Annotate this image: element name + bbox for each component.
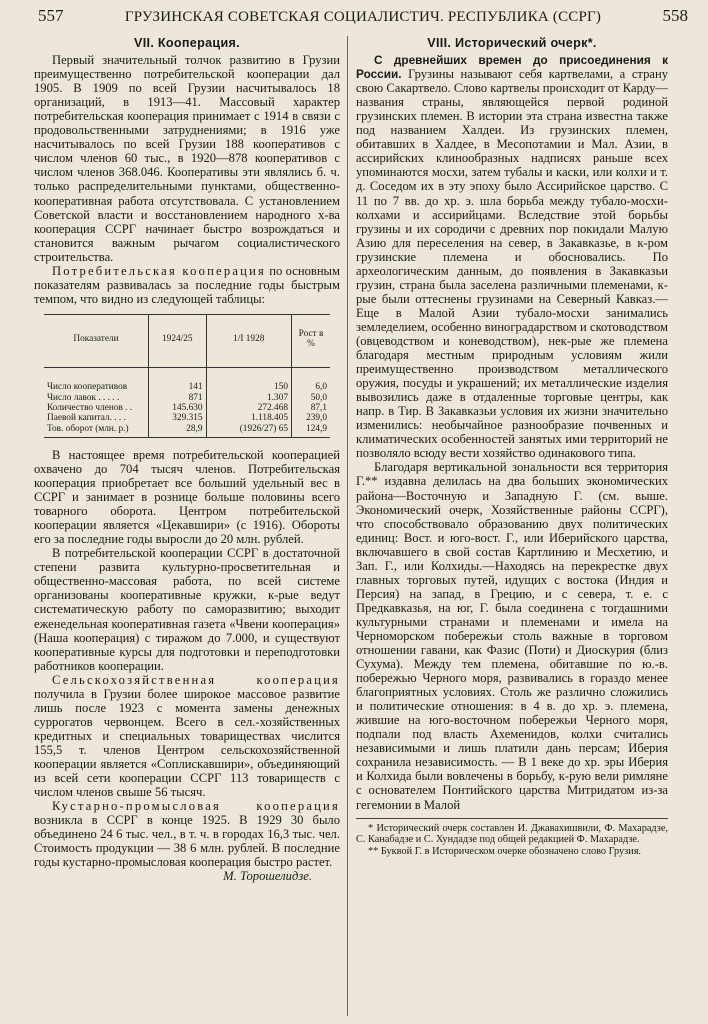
author-signature: М. Торошелидзе. bbox=[223, 869, 312, 884]
table-header: 1924/25 bbox=[149, 314, 207, 368]
table-cell: 6,0 bbox=[315, 382, 327, 393]
table-header: Показатели bbox=[44, 314, 149, 368]
table-header-row bbox=[44, 314, 330, 368]
table-cell: Число лавок . . . . . bbox=[44, 393, 149, 403]
table-cell: 87,1 bbox=[310, 403, 327, 414]
table-cell: 150 bbox=[206, 368, 291, 393]
table-cell: (1926/27) 65 bbox=[206, 424, 291, 438]
table-row bbox=[44, 424, 330, 438]
paragraph-text: по основным показателям развивалась за последние годы быстрым темпом, что видно из следующей таблицы: bbox=[34, 263, 340, 306]
left-page-number: 557 bbox=[38, 6, 64, 25]
spaced-term: Кустарно-промысловая кооперация bbox=[52, 799, 340, 814]
table-row bbox=[44, 403, 330, 413]
paragraph bbox=[34, 673, 340, 799]
table-cell: 871 bbox=[149, 393, 207, 403]
table-cell: 239,0 bbox=[306, 413, 327, 424]
signature-line bbox=[34, 869, 340, 883]
table-cell: 28,9 bbox=[149, 424, 207, 438]
table-cell: Число кооперативов bbox=[44, 368, 149, 393]
table-row bbox=[44, 393, 330, 403]
paragraph bbox=[34, 264, 340, 306]
paragraph: В потребительской кооперации ССРГ в достаточной степени развита культурно-просветительная и общественно-массовая работа, по всей системе организованы кооперативные кружки, к-рые ведут систематическую работу по саморазвитию; выходит еженедельная кооперативная газета «Чвени кооперация» (Наша кооперация) с тиражом до 7.000, и существуют кооперативные курсы для подготовки и переподготовки работников кооперации. bbox=[34, 546, 340, 673]
paragraph: В настоящее время потребительской кооперацией охвачено до 704 тысяч членов. Потребительская кооперация приобретает все больший удельный вес в ССРГ и занимает в рознице больше половины всего товарного оборота. Центром потребительской кооперации является «Цекавшири» (с 1916). Обороты его за последние годы выросли до 20 млн. рублей. bbox=[34, 447, 340, 547]
paragraph bbox=[34, 799, 340, 869]
right-page-number: 558 bbox=[662, 6, 688, 25]
column-divider bbox=[347, 36, 348, 1016]
paragraph bbox=[356, 53, 668, 460]
right-column bbox=[356, 36, 668, 1018]
running-title: ГРУЗИНСКАЯ СОВЕТСКАЯ СОЦИАЛИСТИЧ. РЕСПУБЛИКА (ССРГ) bbox=[124, 9, 602, 25]
table-cell: 1.307 bbox=[206, 393, 291, 403]
table-header: 1/I 1928 bbox=[206, 314, 291, 368]
section-title-cooperation: VII. Кооперация. bbox=[134, 36, 240, 50]
table-header: Рост в % bbox=[292, 314, 331, 368]
left-column bbox=[34, 36, 340, 1018]
table-cell: 145.630 bbox=[149, 403, 207, 413]
table-row bbox=[44, 413, 330, 423]
footnote: ** Буквой Г. в Историческом очерке обозначено слово Грузия. bbox=[368, 846, 642, 858]
paragraph: Благодаря вертикальной зональности вся территория Г.** издавна делилась на два больших экономических района—Восточную и Западную Г. (см. выше. Экономический очерк, Хозяйственные районы ССРГ), что способствовало образованию двух политических единиц: Вост. и юго-вост. Г., или Иберийского царства, включавшего в свой состав Картлинию и Месхетию, и Зап. Г., или Колхиды.—Находясь на перекрестке двух главных торговых путей, идущих с востока (Индия и Персия) на запад, в Грецию, и с севера, т. е. с Предкавказья, на юг, Г. была соединена с тогдашними культурными странами и племенами и имела на Черноморском побережьи столь важные в торговом отношении гавани, как Фазис (Поти) и Диоскурия (близ Сухума). Между тем племена, обитавшие по ю.-в. побережью Черного моря, развивались в гораздо менее благоприятных условиях. Столь же различно сложились и политические отношения: в 4 в. до хр. э. племена, жившие на юго-восточном побережьи Черного моря, подпали под власть Ахеменидов, колхи считались независимыми и лишь платили дань персам; Иберия сохранила независимость. — В 1 веке до хр. эры Иберия и Колхида были вовлечены в борьбу, к-рую вели римляне с основателем Понтийского царства Митридатом из-за гегемонии в Малой bbox=[356, 460, 668, 812]
table-cell: 329.315 bbox=[149, 413, 207, 423]
table-cell: 272.468 bbox=[206, 403, 291, 413]
table-cell: Тов. оборот (млн. р.) bbox=[44, 424, 149, 438]
spaced-term: Сельскохозяйственная кооперация bbox=[52, 672, 340, 687]
footnote: * Исторический очерк составлен И. Джавахишвили, Ф. Махарадзе, С. Канабадзе и С. Хундадзе под общей редакцией Ф. Махарадзе. bbox=[356, 822, 668, 846]
table-row bbox=[44, 368, 330, 393]
table-cell: 50,0 bbox=[310, 392, 327, 403]
bold-lead: С древнейших времен до присоединения к России. bbox=[356, 53, 668, 82]
spaced-term: Потребительская кооперация bbox=[52, 263, 266, 278]
table-cell: 124,9 bbox=[306, 423, 327, 434]
table-cell: 1.118.405 bbox=[206, 413, 291, 423]
footnotes bbox=[356, 818, 668, 858]
cooperation-table bbox=[44, 314, 330, 438]
paragraph-text: получила в Грузии более широкое массовое развитие лишь после 1923 с момента замены денежных суррогатов червонцем. Всего в сел.-хозяйственных кредитных и специальных товариществах числится 155,5 т. членов Центром сельскохозяйственной кооперации является «Соплискавшири», объединяющий из всей сети кооперации ССРГ 113 товариществ с числом членов свыше 56 тысяч. bbox=[34, 686, 340, 800]
paragraph-text: Грузины называют себя картвелами, а страну свою Сакартвело. Слово картвелы происходит от Карду—названия страны, являющейся первой родиной грузинских племен. В истории эта страна известна также под названием Халдеи. Из грузинских племен, обитавших в Халдее, в Месопотамии и Мал. Азии, в ассирийских клинообразных надписях раньше всех упоминаются мосхи, затем тубалы и каски, или колхи и т. д. Соседом их в эту эпоху было Ассирийское царство. С 11 по 7 вв. до хр. э. шла борьба между тубало-мосхи-колхами и ассирийцами. Вследствие этой борьбы грузины и их сородичи с древних пор покидали Малую Азию для переселения на север, в Закавказье, в к-ром грузинские племена и обосновались. По археологическим данным, до появления в Закавказьи грузин, страна была заселена различными племенами, к-рые были оттеснены грузинами на Северный Кавказ.—Еще в Малой Азии тубало-мосхи занимались земледелием, особенно виноградарством и скотоводством (овцеводством и коневодством), нек-рые же племена благодаря местным природным условиям жили преимущественно производством металлического оружия, посуды и украшений; их металлические изделия вывозились даже в отдаленные торговые центры, как напр. в Тир. В Закавказьи условия их жизни значительно изменились: необычайное разнообразие почвенных и климатических особенностей занятых ими территорий не позволяло всюду вести хозяйство одинакового типа. bbox=[356, 67, 668, 461]
paragraph-text: возникла в ССРГ в конце 1925. В 1929 30 было объединено 24 6 тыс. чел., в т. ч. в городах 16,3 тыс. чел. Стоимость продукции — 38 6 млн. рублей. В последние годы кустарно-промысловая кооперация быстро растет. bbox=[34, 813, 340, 870]
section-title-history: VIII. Исторический очерк*. bbox=[427, 36, 597, 50]
table-cell: 141 bbox=[149, 368, 207, 393]
table-cell: Паевой капитал. . . . bbox=[44, 413, 149, 423]
paragraph: Первый значительный толчок развитию в Грузии преимущественно потребительской кооперации дал 1905. В 1909 по всей Грузии насчитывалось 18 организаций, в 1913—41. Массовый характер потребительская кооперация принимает с 1914 в связи с продовольственными затруднениями; в 1916 уже насчитывалось по всей Грузии 188 кооперативов с числом членов 60 тыс., в 1920—878 кооперативов с числом членов 368.046. Кооперативы эти являлись б. ч. только распределительными пунктами, общественно-кооперативная работа отсутствовала. С установлением Советской власти и восстановлением народного х-ва кооперация ССРГ начинает быстро возрождаться и становится важным рычагом социалистического строительства. bbox=[34, 53, 340, 264]
page-header bbox=[38, 6, 688, 28]
table-cell: Количество членов . . bbox=[44, 403, 149, 413]
